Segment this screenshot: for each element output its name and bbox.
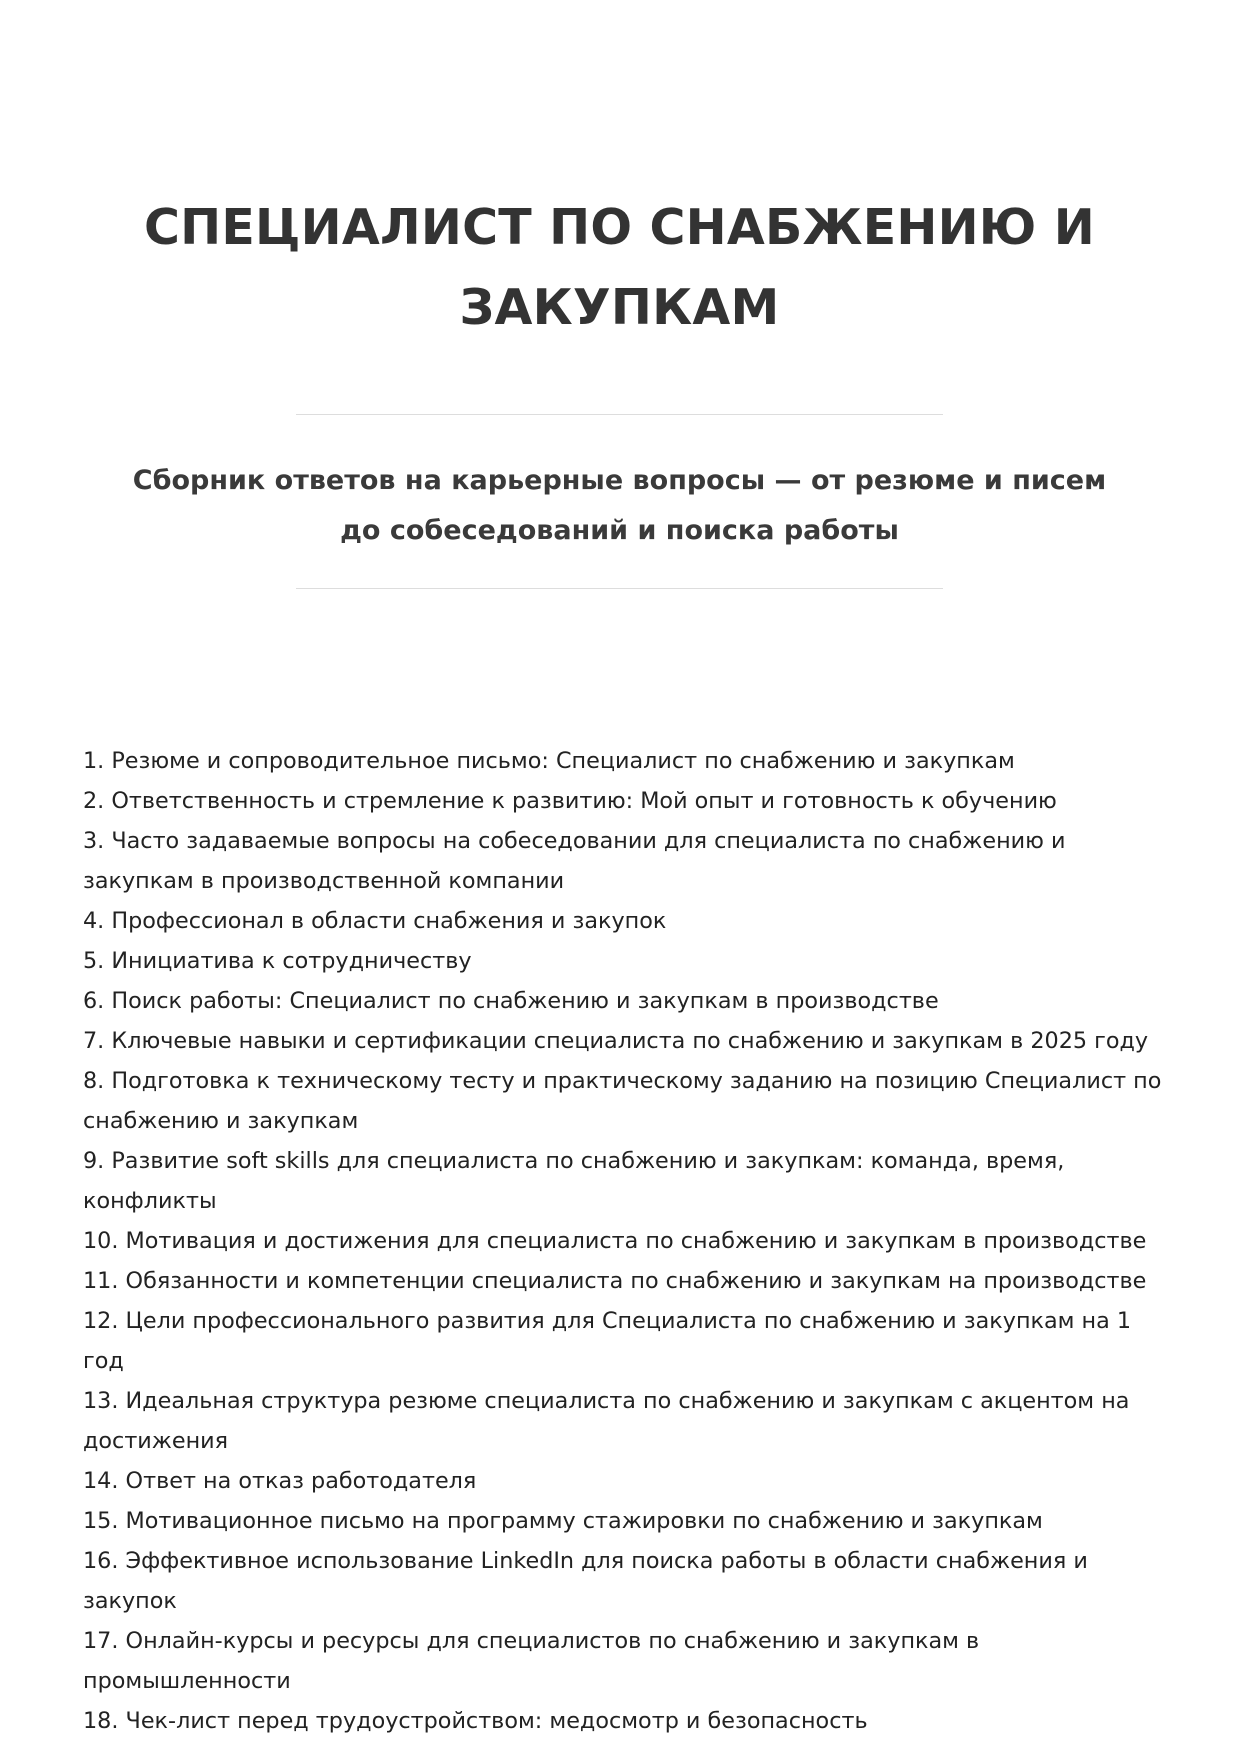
toc-item: 13. Идеальная структура резюме специалиста по снабжению и закупкам с акцентом на достижения xyxy=(83,1388,1130,1454)
toc-item: 9. Развитие soft skills для специалиста по снабжению и закупкам: команда, время, конфликты xyxy=(83,1148,1065,1214)
toc-item: 3. Часто задаваемые вопросы на собеседовании для специалиста по снабжению и закупкам в производственной компании xyxy=(83,828,1066,894)
toc-item: 10. Мотивация и достижения для специалиста по снабжению и закупкам в производстве xyxy=(83,1228,1147,1254)
divider-top xyxy=(296,414,943,415)
toc-item: 17. Онлайн-курсы и ресурсы для специалистов по снабжению и закупкам в промышленности xyxy=(83,1628,980,1694)
toc-item: 16. Эффективное использование LinkedIn для поиска работы в области снабжения и закупок xyxy=(83,1548,1088,1614)
toc-item: 2. Ответственность и стремление к развитию: Мой опыт и готовность к обучению xyxy=(83,788,1057,814)
toc-item: 14. Ответ на отказ работодателя xyxy=(83,1468,477,1494)
toc-item: 7. Ключевые навыки и сертификации специалиста по снабжению и закупкам в 2025 году xyxy=(83,1028,1149,1054)
toc-item: 12. Цели профессионального развития для Специалиста по снабжению и закупкам на 1 год xyxy=(83,1308,1132,1374)
toc-item: 1. Резюме и сопроводительное письмо: Специалист по снабжению и закупкам xyxy=(83,748,1015,774)
document-title: СПЕЦИАЛИСТ ПО СНАБЖЕНИЮ И ЗАКУПКАМ xyxy=(143,199,1095,336)
toc-item: 18. Чек-лист перед трудоустройством: медосмотр и безопасность xyxy=(83,1708,868,1734)
toc-item: 6. Поиск работы: Специалист по снабжению и закупкам в производстве xyxy=(83,988,939,1014)
toc-item: 15. Мотивационное письмо на программу стажировки по снабжению и закупкам xyxy=(83,1508,1043,1534)
toc-item: 5. Инициатива к сотрудничеству xyxy=(83,948,472,974)
toc-item: 4. Профессионал в области снабжения и закупок xyxy=(83,908,667,934)
document-subtitle: Сборник ответов на карьерные вопросы — от резюме и писем до собеседований и поиска работы xyxy=(132,465,1107,546)
toc-item: 11. Обязанности и компетенции специалиста по снабжению и закупкам на производстве xyxy=(83,1268,1147,1294)
toc-item: 8. Подготовка к техническому тесту и практическому заданию на позицию Специалист по снабжению и закупкам xyxy=(83,1068,1162,1134)
table-of-contents xyxy=(83,741,1173,1741)
divider-bottom xyxy=(296,588,943,589)
